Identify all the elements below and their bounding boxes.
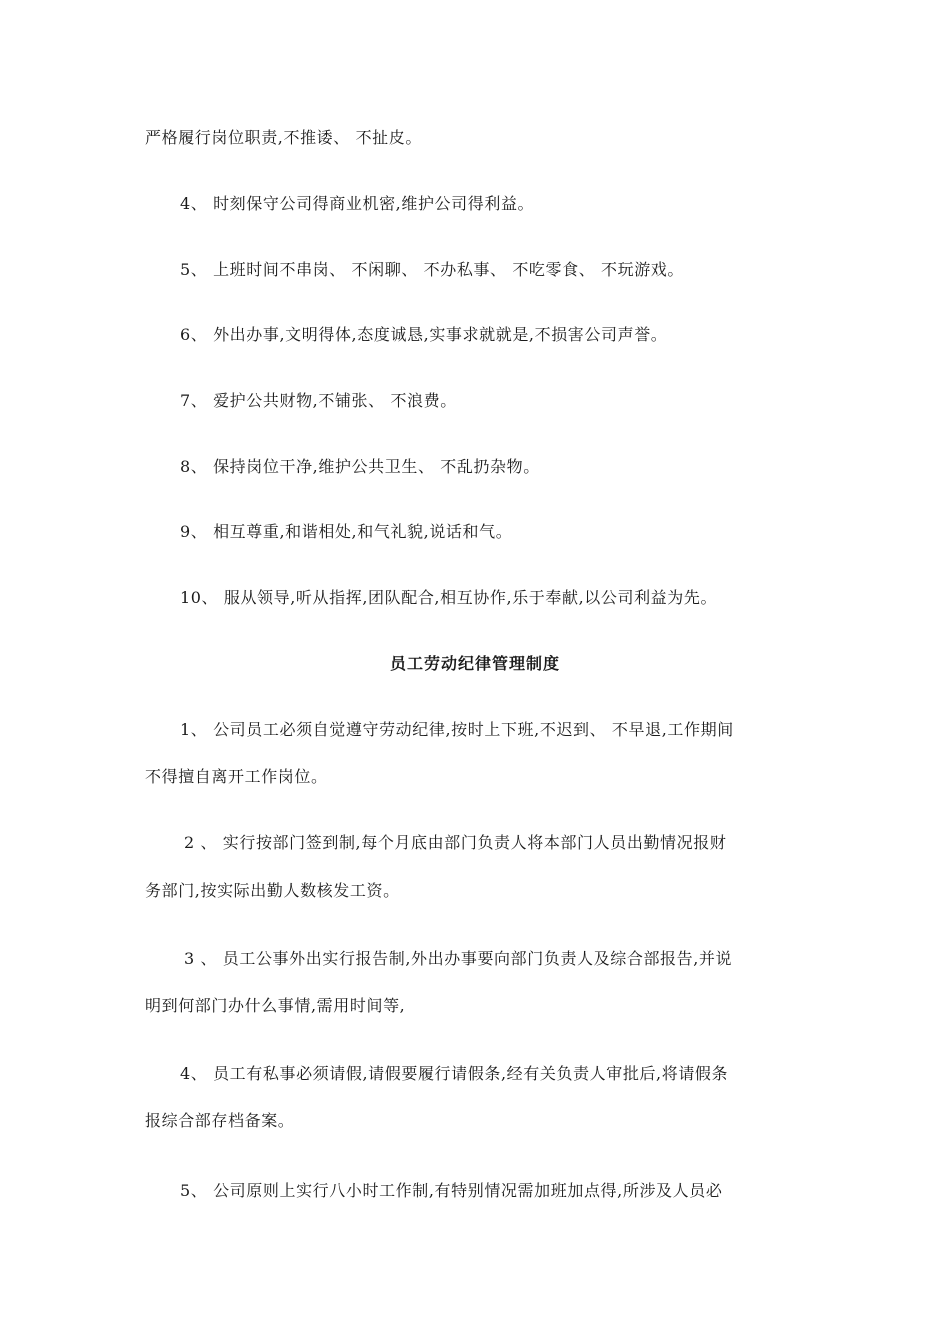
paragraph-2-line-1: 2 、 实行按部门签到制,每个月底由部门负责人将本部门人员出勤情况报财 <box>184 833 727 852</box>
paragraph-1-line-1: 1、 公司员工必须自觉遵守劳动纪律,按时上下班,不迟到、 不早退,工作期间 <box>180 720 734 739</box>
rule-item-10: 10、 服从领导,听从指挥,团队配合,相互协作,乐于奉献,以公司利益为先。 <box>180 588 718 607</box>
paragraph-4-line-1: 4、 员工有私事必须请假,请假要履行请假条,经有关负责人审批后,将请假条 <box>180 1064 729 1083</box>
rule-item-6: 6、 外出办事,文明得体,态度诚恳,实事求就就是,不损害公司声誉。 <box>180 325 668 344</box>
rule-item-9: 9、 相互尊重,和谐相处,和气礼貌,说话和气。 <box>180 522 513 541</box>
paragraph-5-line-1: 5、 公司原则上实行八小时工作制,有特别情况需加班加点得,所涉及人员必 <box>180 1181 723 1200</box>
rule-item-8: 8、 保持岗位干净,维护公共卫生、 不乱扔杂物。 <box>180 457 540 476</box>
paragraph-4-line-2: 报综合部存档备案。 <box>145 1111 295 1130</box>
paragraph-3-line-2: 明到何部门办什么事情,需用时间等, <box>145 996 406 1015</box>
rule-item-5: 5、 上班时间不串岗、 不闲聊、 不办私事、 不吃零食、 不玩游戏。 <box>180 260 685 279</box>
paragraph-2-line-2: 务部门,按实际出勤人数核发工资。 <box>145 881 400 900</box>
paragraph-3-line-1: 3 、 员工公事外出实行报告制,外出办事要向部门负责人及综合部报告,并说 <box>184 949 733 968</box>
paragraph-1-line-2: 不得擅自离开工作岗位。 <box>145 767 328 786</box>
rule-item-4: 4、 时刻保守公司得商业机密,维护公司得利益。 <box>180 194 535 213</box>
text-line: 严格履行岗位职责,不推诿、 不扯皮。 <box>145 128 422 147</box>
rule-item-7: 7、 爱护公共财物,不铺张、 不浪费。 <box>180 391 457 410</box>
section-title: 员工劳动纪律管理制度 <box>389 654 560 673</box>
